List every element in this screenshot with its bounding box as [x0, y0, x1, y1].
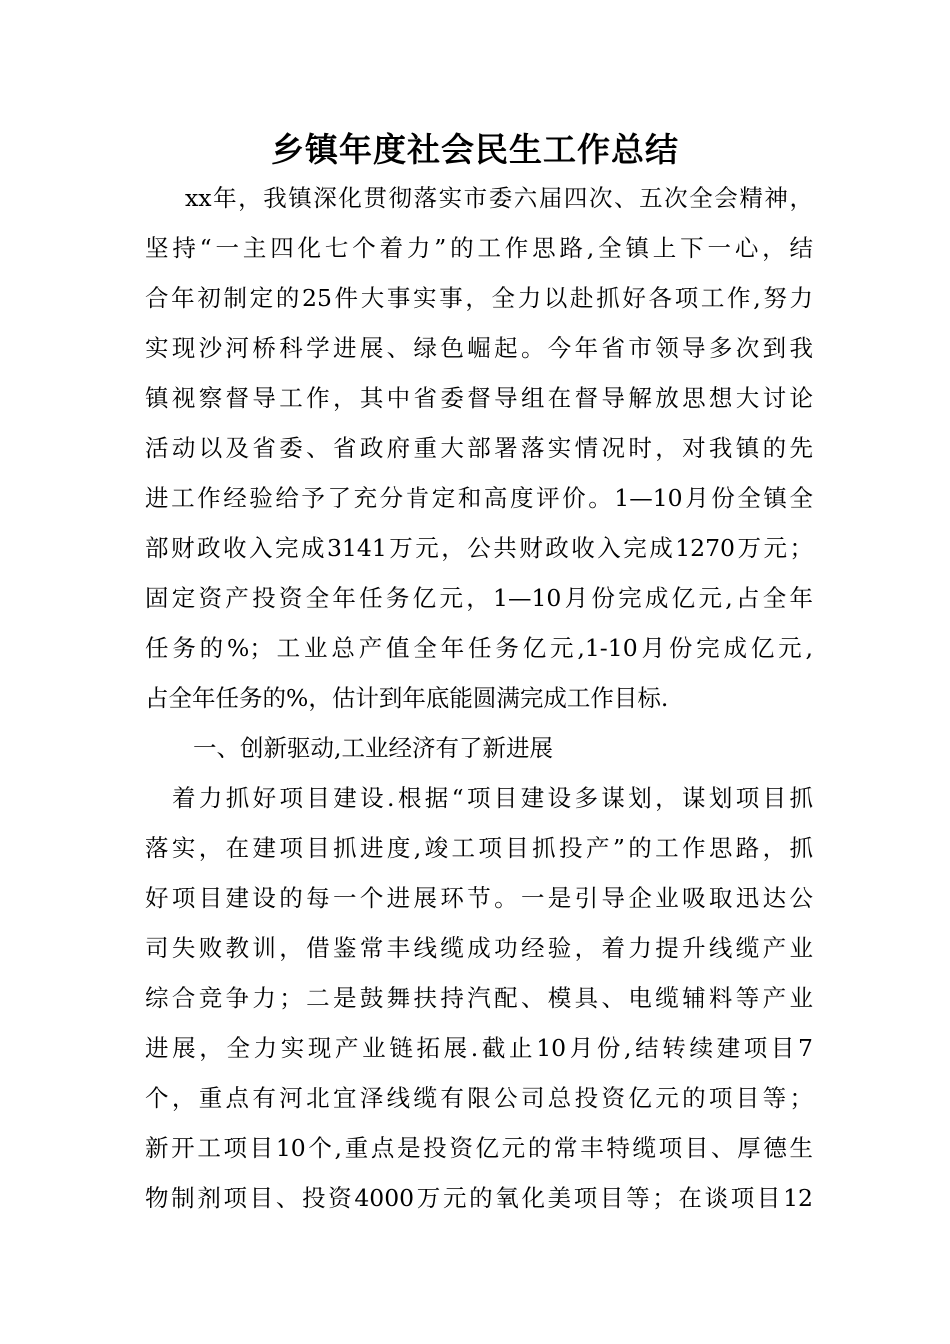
paragraph-line: 进展，全力实现产业链拓展.截止10月份,结转续建项目7: [145, 1034, 813, 1062]
paragraph-line: 占全年任务的%，估计到年底能圆满完成工作目标.: [145, 684, 669, 712]
paragraph-line: 任务的%；工业总产值全年任务亿元,1-10月份完成亿元,: [145, 634, 813, 662]
paragraph-line: 镇视察督导工作，其中省委督导组在督导解放思想大讨论: [145, 384, 813, 412]
paragraph-line: 部财政收入完成3141万元，公共财政收入完成1270万元；: [145, 534, 813, 562]
paragraph-line: 司失败教训，借鉴常丰线缆成功经验，着力提升线缆产业: [145, 934, 813, 962]
paragraph-line: 活动以及省委、省政府重大部署落实情况时，对我镇的先: [145, 434, 813, 462]
paragraph-line: 合年初制定的25件大事实事，全力以赴抓好各项工作,努力: [145, 284, 813, 312]
paragraph-line: 坚持“一主四化七个着力”的工作思路,全镇上下一心，结: [145, 234, 813, 262]
paragraph-line: 进工作经验给予了充分肯定和高度评价。1—10月份全镇全: [145, 484, 813, 512]
document-title: 乡镇年度社会民生工作总结: [271, 130, 679, 169]
paragraph-line: 综合竞争力；二是鼓舞扶持汽配、模具、电缆辅料等产业: [145, 984, 813, 1012]
section-heading: 一、创新驱动,工业经济有了新进展: [193, 734, 553, 762]
paragraph-line: 物制剂项目、投资4000万元的氧化美项目等；在谈项目12: [145, 1184, 813, 1212]
paragraph-line: 好项目建设的每一个进展环节。一是引导企业吸取迅达公: [145, 884, 813, 912]
paragraph-line: 个，重点有河北宜泽线缆有限公司总投资亿元的项目等；: [145, 1084, 813, 1112]
paragraph-line: 落实，在建项目抓进度,竣工项目抓投产”的工作思路，抓: [145, 834, 813, 862]
paragraph-line: 新开工项目10个,重点是投资亿元的常丰特缆项目、厚德生: [145, 1134, 813, 1162]
paragraph-line: 固定资产投资全年任务亿元，1—10月份完成亿元,占全年: [145, 584, 813, 612]
paragraph-line: 实现沙河桥科学进展、绿色崛起。今年省市领导多次到我: [145, 334, 813, 362]
paragraph-line: xx年，我镇深化贯彻落实市委六届四次、五次全会精神，: [185, 184, 813, 212]
paragraph-line: 着力抓好项目建设.根据“项目建设多谋划，谋划项目抓: [172, 784, 813, 812]
